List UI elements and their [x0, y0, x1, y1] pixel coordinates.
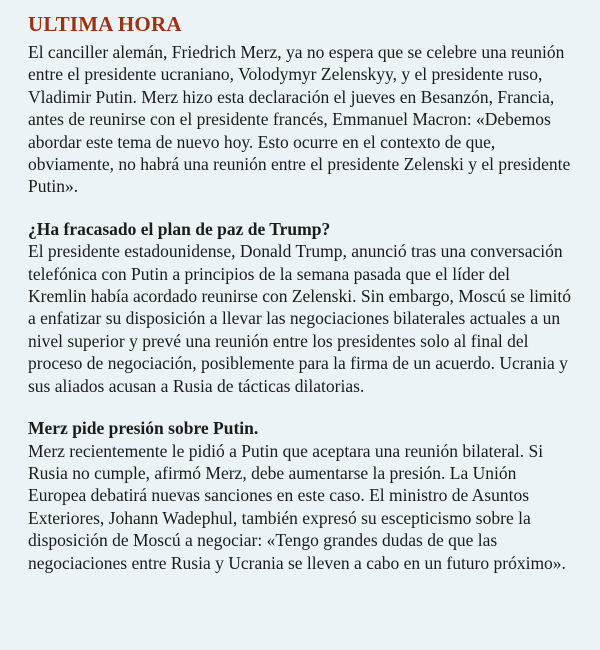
paragraph-trump-peace-plan: El presidente estadounidense, Donald Trump, anunció tras una conversación telefónica con Putin a principios de la semana pasada que el líder del Kremlin había acordado reunirse con Zelenski. Sin embargo, Moscú se limitó a enfatizar su disposición a llevar las negociaciones bilaterales actuales a un nivel superior y prevé una reunión entre los presidentes solo al final del proceso de negociación, posiblemente para la firma de un acuerdo. Ucrania y sus aliados acusan a Rusia de tácticas dilatorias.	[28, 241, 572, 396]
section-heading-trump-peace-plan: ¿Ha fracasado el plan de paz de Trump?	[28, 218, 331, 239]
paragraph-lead: El canciller alemán, Friedrich Merz, ya no espera que se celebre una reunión entre el presidente ucraniano, Volodymyr Zelenskyy, y el presidente ruso, Vladimir Putin. Merz hizo esta declaración el jueves en Besanzón, Francia, antes de reunirse con el presidente francés, Emmanuel Macron: «Debemos abordar este tema de nuevo hoy. Esto ocurre en el contexto de que, obviamente, no habrá una reunión entre el presidente Zelenski y el presidente Putin».	[28, 42, 571, 197]
section-heading-merz-pressure: Merz pide presión sobre Putin.	[28, 418, 259, 439]
paragraph-merz-pressure: Merz recientemente le pidió a Putin que aceptara una reunión bilateral. Si Rusia no cumple, afirmó Merz, debe aumentarse la presión. La Unión Europea debatirá nuevas sanciones en este caso. El ministro de Asuntos Exteriores, Johann Wadephul, también expresó su escepticismo sobre la disposición de Moscú a negociar: «Tengo grandes dudas de que las negociaciones entre Rusia y Ucrania se lleven a cabo en un futuro próximo».	[28, 440, 566, 573]
article-title: ULTIMA HORA	[28, 12, 182, 36]
